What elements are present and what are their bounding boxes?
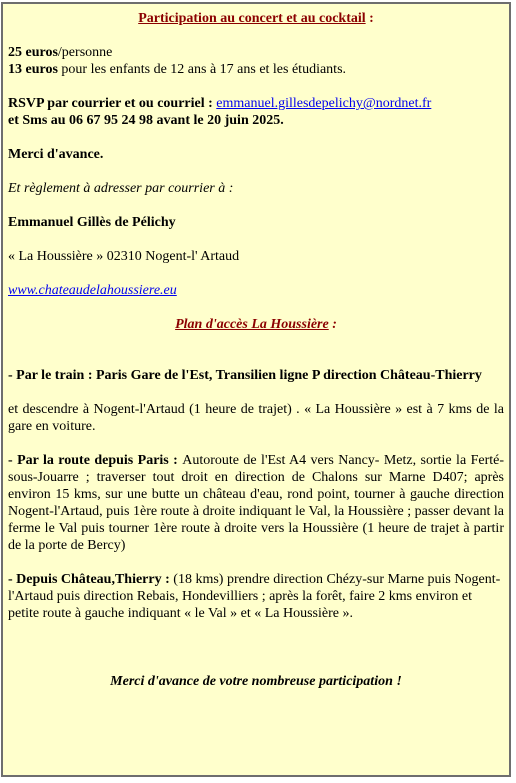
spacer [8,197,504,214]
spacer [8,129,504,146]
spacer [8,265,504,282]
access-heading-wrap [175,317,337,332]
road-paris-paragraph [8,452,504,554]
reduced-price-desc: pour les enfants de 12 ans à 17 ans et les étudiants. [57,62,347,77]
adult-price-unit: /personne [57,45,113,60]
rsvp-email-link[interactable]: emmanuel.gillesdepelichy@nordnet.fr [216,96,432,111]
train-detail: et descendre à Nogent-l'Artaud (1 heure de trajet) . « La Houssière » est à 7 kms de la gare en voiture. [8,402,504,434]
participation-heading-text: Participation au concert et au cocktail [138,11,366,26]
road-paris-label: - Par la route depuis Paris : [8,453,183,468]
spacer [8,78,504,95]
access-heading-colon: : [328,317,337,332]
reduced-price-line [8,61,504,78]
thanks-short: Merci d'avance. [8,147,104,162]
website-line [8,282,504,299]
participation-heading-colon: : [365,11,374,26]
adult-price-line [8,44,504,61]
reduced-price: 13 euros [8,62,58,77]
sms-line: et Sms au 06 67 95 24 98 avant le 20 juin 2025. [8,113,284,128]
spacer [8,656,504,673]
rsvp-label: RSVP par courrier et ou courriel : [8,96,217,111]
spacer [8,554,504,571]
recipient-name: Emmanuel Gillès de Pélichy [8,215,176,230]
spacer [8,639,504,656]
road-paris-text: Autoroute de l'Est A4 vers Nancy- Metz, sortie la Ferté-sous-Jouarre ; traverser tout droit en direction de Chalons sur Marne D407; après environ 15 kms, sur une butte un château d'eau, rond point, tourner à gauche direction Nogent-l'Artaud, puis 1ère route à droite indiquant le Val, la Houssière ; passer devant la ferme le Val puis tourner 1ère route à droite vers la Houssière (1 heure de trajet à partir de la porte de Bercy) [8,453,505,553]
spacer [8,350,504,367]
participation-heading [8,10,504,27]
postal-address: « La Houssière » 02310 Nogent-l' Artaud [8,249,240,264]
adult-price: 25 euros [8,45,58,60]
spacer [8,27,504,44]
spacer [8,435,504,452]
invitation-content [3,4,509,690]
spacer [8,299,504,316]
rsvp-line [8,95,504,112]
payment-note: Et règlement à adresser par courrier à : [8,181,234,196]
invitation-panel [1,2,511,777]
spacer [8,622,504,639]
road-chateau-text: (18 kms) prendre direction Chézy-sur Marne puis Nogent-l'Artaud puis direction Rebais, Hondevilliers ; après la forêt, faire 2 kms environ et petite route à gauche indiquant « le Val » et « La Houssière ». [8,572,501,621]
spacer [8,231,504,248]
road-chateau-paragraph [8,571,504,622]
train-heading: - Par le train : Paris Gare de l'Est, Transilien ligne P direction Château-Thierry [8,368,482,383]
access-heading [8,316,504,333]
spacer [8,384,504,401]
spacer [8,333,504,350]
spacer [8,163,504,180]
road-chateau-label: - Depuis Château,Thierry : [8,572,174,587]
website-link[interactable]: www.chateaudelahoussiere.eu [8,283,177,298]
access-heading-text: Plan d'accès La Houssière [175,317,329,332]
closing-message: Merci d'avance de votre nombreuse participation ! [110,674,402,689]
